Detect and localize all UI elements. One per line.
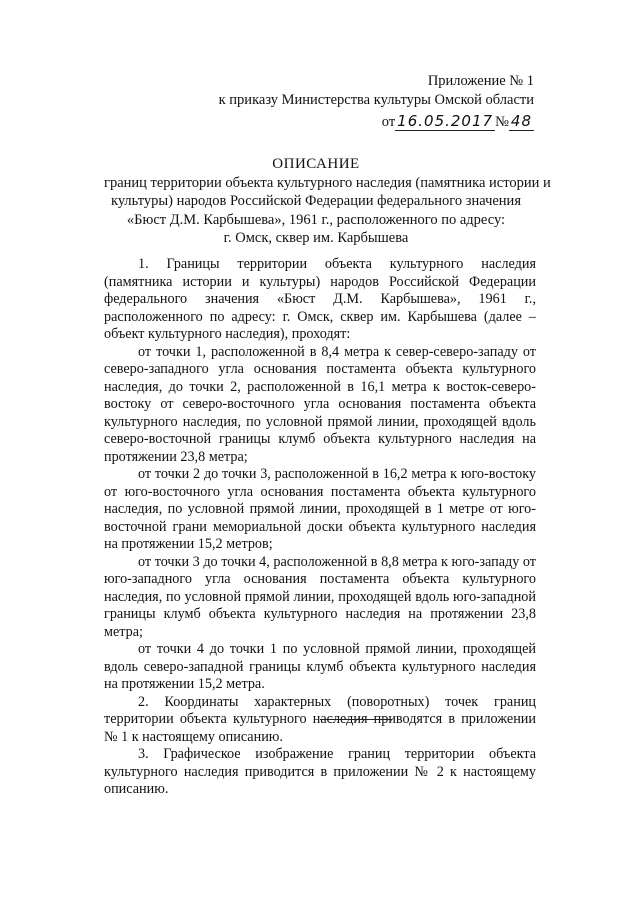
- title-line: «Бюст Д.М. Карбышева», 1961 г., расположенного по адресу:: [126, 211, 506, 228]
- handwritten-date: 16.05.2017: [397, 112, 494, 130]
- handwritten-number: 48: [510, 112, 532, 130]
- paragraph-graphic: 3. Графическое изображение границ территории объекта культурного наследия приводится в приложении № 2 к настоящему описанию.: [104, 746, 536, 797]
- title-line: культуры) народов Российской Федерации федерального значения: [110, 193, 521, 210]
- paragraph-boundaries: 1. Границы территории объекта культурного наследия (памятника истории и культуры) народов Российской Федерации федерального значения «Бюст Д.М. Карбышева», 1961 г., расположенного по адресу: г. Омск, сквер им. Карбышева (далее – объект культурного наследия), проходят:: [104, 256, 536, 342]
- appendix-header: [219, 72, 534, 133]
- title-line: г. Омск, сквер им. Карбышева: [223, 229, 409, 246]
- paragraph-segment-1-2: от точки 1, расположенной в 8,4 метра к север-северо-западу от северо-западного угла основания постамента объекта культурного наследия, до точки 2, расположенной в 16,1 метра к восток-северо-востоку от северо-восточного угла основания постамента объекта культурного наследия, по условной прямой линии, проходящей вдоль северо-восточной границы клумб объекта культурного наследия на протяжении 23,8 метра;: [104, 343, 536, 465]
- paragraph-coordinates: 2. Координаты характерных (поворотных) точек границ территории объекта культурного наследия приводятся в приложении № 1 к настоящему описанию.: [104, 693, 536, 745]
- paragraph-segment-4-1: от точки 4 до точки 1 по условной прямой линии, проходящей вдоль северо-западной границы клумб объекта культурного наследия на протяжении 15,2 метра.: [104, 641, 536, 692]
- date-prefix: от: [381, 114, 396, 130]
- paragraph-segment-2-3: от точки 2 до точки 3, расположенной в 16,2 метра к юго-востоку от юго-восточного угла основания постамента объекта культурного наследия, по условной прямой линии, проходящей в 1 метре от юго-восточной грани мемориальной доски объекта культурного наследия на протяжении 15,2 метров;: [104, 466, 536, 552]
- order-reference: к приказу Министерства культуры Омской области: [218, 92, 534, 108]
- document-title: [104, 155, 551, 247]
- appendix-number: Приложение № 1: [427, 73, 534, 89]
- number-label: №: [495, 114, 509, 130]
- title-heading: ОПИСАНИЕ: [272, 156, 360, 172]
- title-line: границ территории объекта культурного наследия (памятника истории и: [104, 175, 551, 192]
- document-body: [104, 256, 536, 799]
- order-date-line: [219, 110, 534, 133]
- end-divider: [320, 719, 392, 720]
- paragraph-segment-3-4: от точки 3 до точки 4, расположенной в 8,8 метра к юго-западу от юго-западного угла основания постамента объекта культурного наследия, по условной прямой линии, проходящей вдоль юго-западной границы клумб объекта культурного наследия на протяжении 23,8 метра;: [104, 553, 536, 640]
